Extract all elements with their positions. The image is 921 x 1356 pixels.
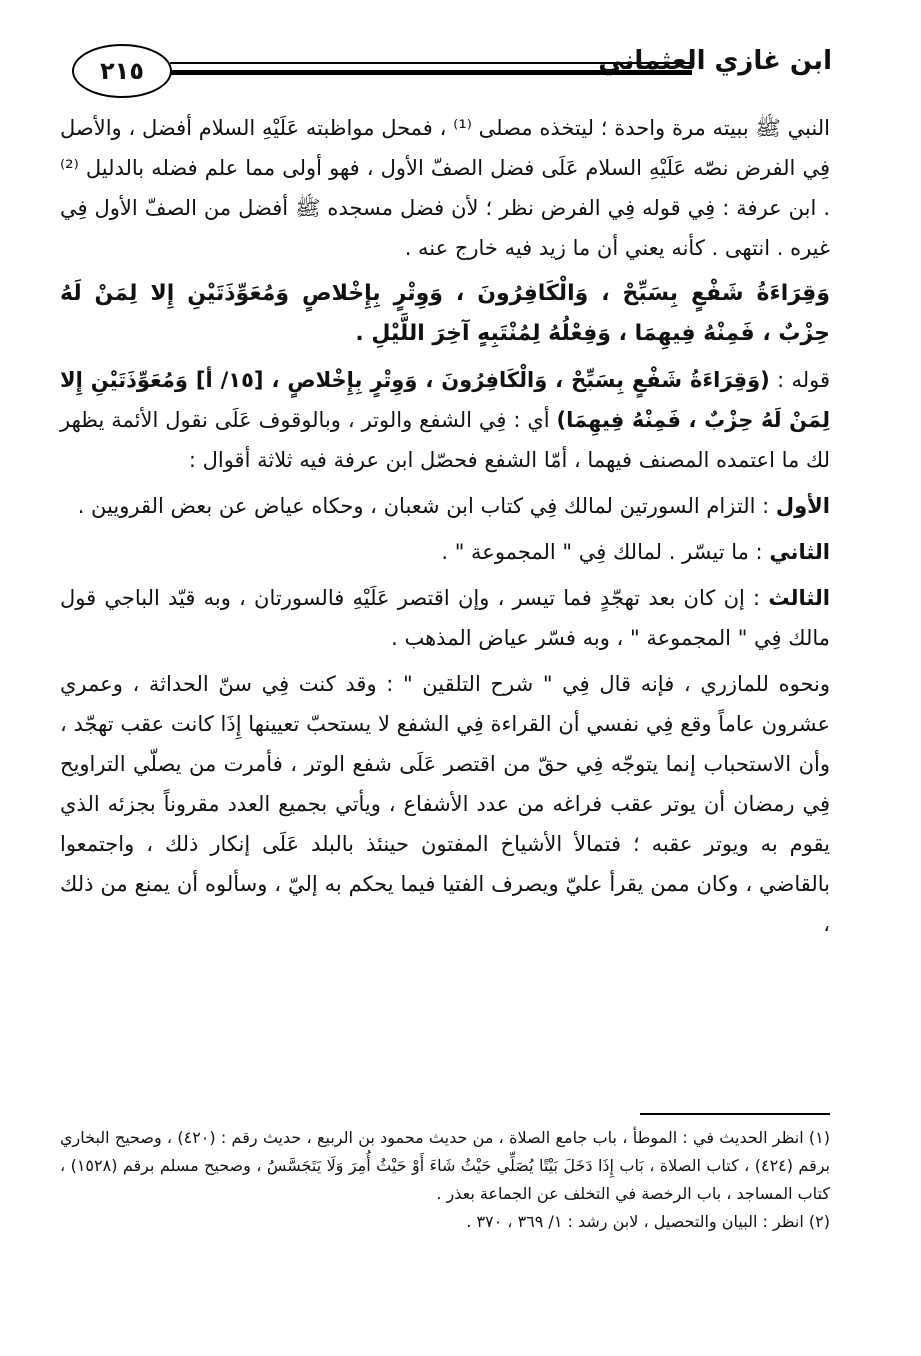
running-title: ابن غازي العثماني bbox=[598, 46, 832, 76]
opinion-label: الأول bbox=[775, 494, 830, 518]
paragraph bbox=[60, 360, 830, 480]
page-number: ٢١٥ bbox=[72, 44, 172, 98]
paragraph-rest: أي : فِي الشفع والوتر ، وبالوقوف عَلَى نقول الأئمة يظهر لك ما اعتمده المصنف فيهما ، أمّا الشفع فحصّل ابن عرفة فيه ثلاثة أقوال : bbox=[60, 408, 830, 472]
opinion-text: : إن كان بعد تهجّدٍ فما تيسر ، وإن اقتصر عَلَيْهِ فالسورتان ، وبه قيّد الباجي قول مالك فِي " المجموعة " ، وبه فسّر عياض المذهب . bbox=[60, 586, 830, 650]
footnote-1: (١) انظر الحديث في : الموطأ ، باب جامع الصلاة ، من حديث محمود بن الربيع ، حديث رقم : (٤٢٠) ، وصحيح البخاري برقم (٤٢٤) ، كتاب الصلاة ، بَاب إِذَا دَخَلَ بَيْتًا يُصَلِّي حَيْثُ شَاءَ أَوْ حَيْثُ أُمِرَ وَلَا يَتَجَسَّسُ ، وصحيح مسلم برقم (١٥٢٨) ، كتاب المساجد ، باب الرخصة في التخلف عن الجماعة بعذر . bbox=[60, 1128, 831, 1203]
opinion-text: : التزام السورتين لمالك فِي كتاب ابن شعبان ، وحكاه عياض عن بعض القرويين . bbox=[77, 494, 770, 518]
paragraph: ونحوه للمازري ، فإنه قال فِي " شرح التلقين " : وقد كنت فِي سنّ الحداثة ، وعمري عشرون عاماً وقع فِي نفسي أن القراءة فِي الشفع لا يستحبّ تعيينها إِذَا كانت عقب تهجّد ، وأن الاستحباب إنما يتوجّه فِي حقّ من اقتصر عَلَى شفع الوتر ، فأمرت من يصلّي التراويح فِي رمضان أن يوتر عقب فراغه من عدد الأشفاع ، ويأتي بجميع العدد مقروناً بجزئه الذي يقوم به ويوتر عقبه ؛ فتمالأ الأشياخ المفتون حينئذ بالبلد عَلَى إنكار ذلك ، واجتمعوا بالقاضي ، وكان ممن يقرأ عليّ ويصرف الفتيا فيما يحكم به إليّ ، وسألوه أن يمنع من ذلك ، bbox=[60, 672, 830, 936]
opinion-third bbox=[60, 578, 830, 658]
footnote-2: (٢) انظر : البيان والتحصيل ، لابن رشد : ١/ ٣٦٩ ، ٣٧٠ . bbox=[466, 1212, 830, 1231]
page-header bbox=[72, 44, 832, 98]
opinion-label: الثاني bbox=[769, 540, 830, 564]
opinion-second bbox=[60, 532, 830, 572]
paragraph: النبي ﷺ ببيته مرة واحدة ؛ ليتخذه مصلى ⁽¹⁾ ، فمحل مواظبته عَلَيْهِ السلام أفضل ، والأصل فِي الفرض نصّه عَلَيْهِ السلام عَلَى فضل الصفّ الأول ، فهو أولى مما علم فضله بالدليل ⁽²⁾ . ابن عرفة : فِي قوله فِي الفرض نظر ؛ لأن فضل مسجده ﷺ أفضل من الصفّ الأول فِي غيره . انتهى . كأنه يعني أن ما زيد فيه خارج عنه . bbox=[60, 116, 830, 260]
matn-text: وَقِرَاءَةُ شَفْعٍ بِسَبِّحْ ، وَالْكَافِرُونَ ، وَوِتْرٍ بِإِخْلاصٍ وَمُعَوِّذَتَيْنِ إِلا لِمَنْ لَهُ حِزْبٌ ، فَمِنْهُ فِيهِمَا ، وَفِعْلُهُ لِمُنْتَبِهٍ آخِرَ اللَّيْلِ . bbox=[60, 281, 830, 346]
footnotes bbox=[60, 1124, 830, 1236]
footnote-divider bbox=[640, 1113, 830, 1115]
main-text bbox=[60, 108, 830, 944]
opinion-first bbox=[60, 486, 830, 526]
paragraph-intro: قوله : bbox=[777, 368, 830, 392]
opinion-text: : ما تيسّر . لمالك فِي " المجموعة " . bbox=[441, 540, 763, 564]
opinion-label: الثالث bbox=[768, 586, 831, 610]
quoted-matn: (وَقِرَاءَةُ شَفْعٍ بِسَبِّحْ ، وَالْكَافِرُونَ ، وَوِتْرٍ بِإِخْلاصٍ ، [١٥/ أ] وَمُعَوِّذَتَيْنِ إِلا لِمَنْ لَهُ حِزْبٌ ، فَمِنْهُ فِيهِمَا) bbox=[60, 368, 830, 432]
